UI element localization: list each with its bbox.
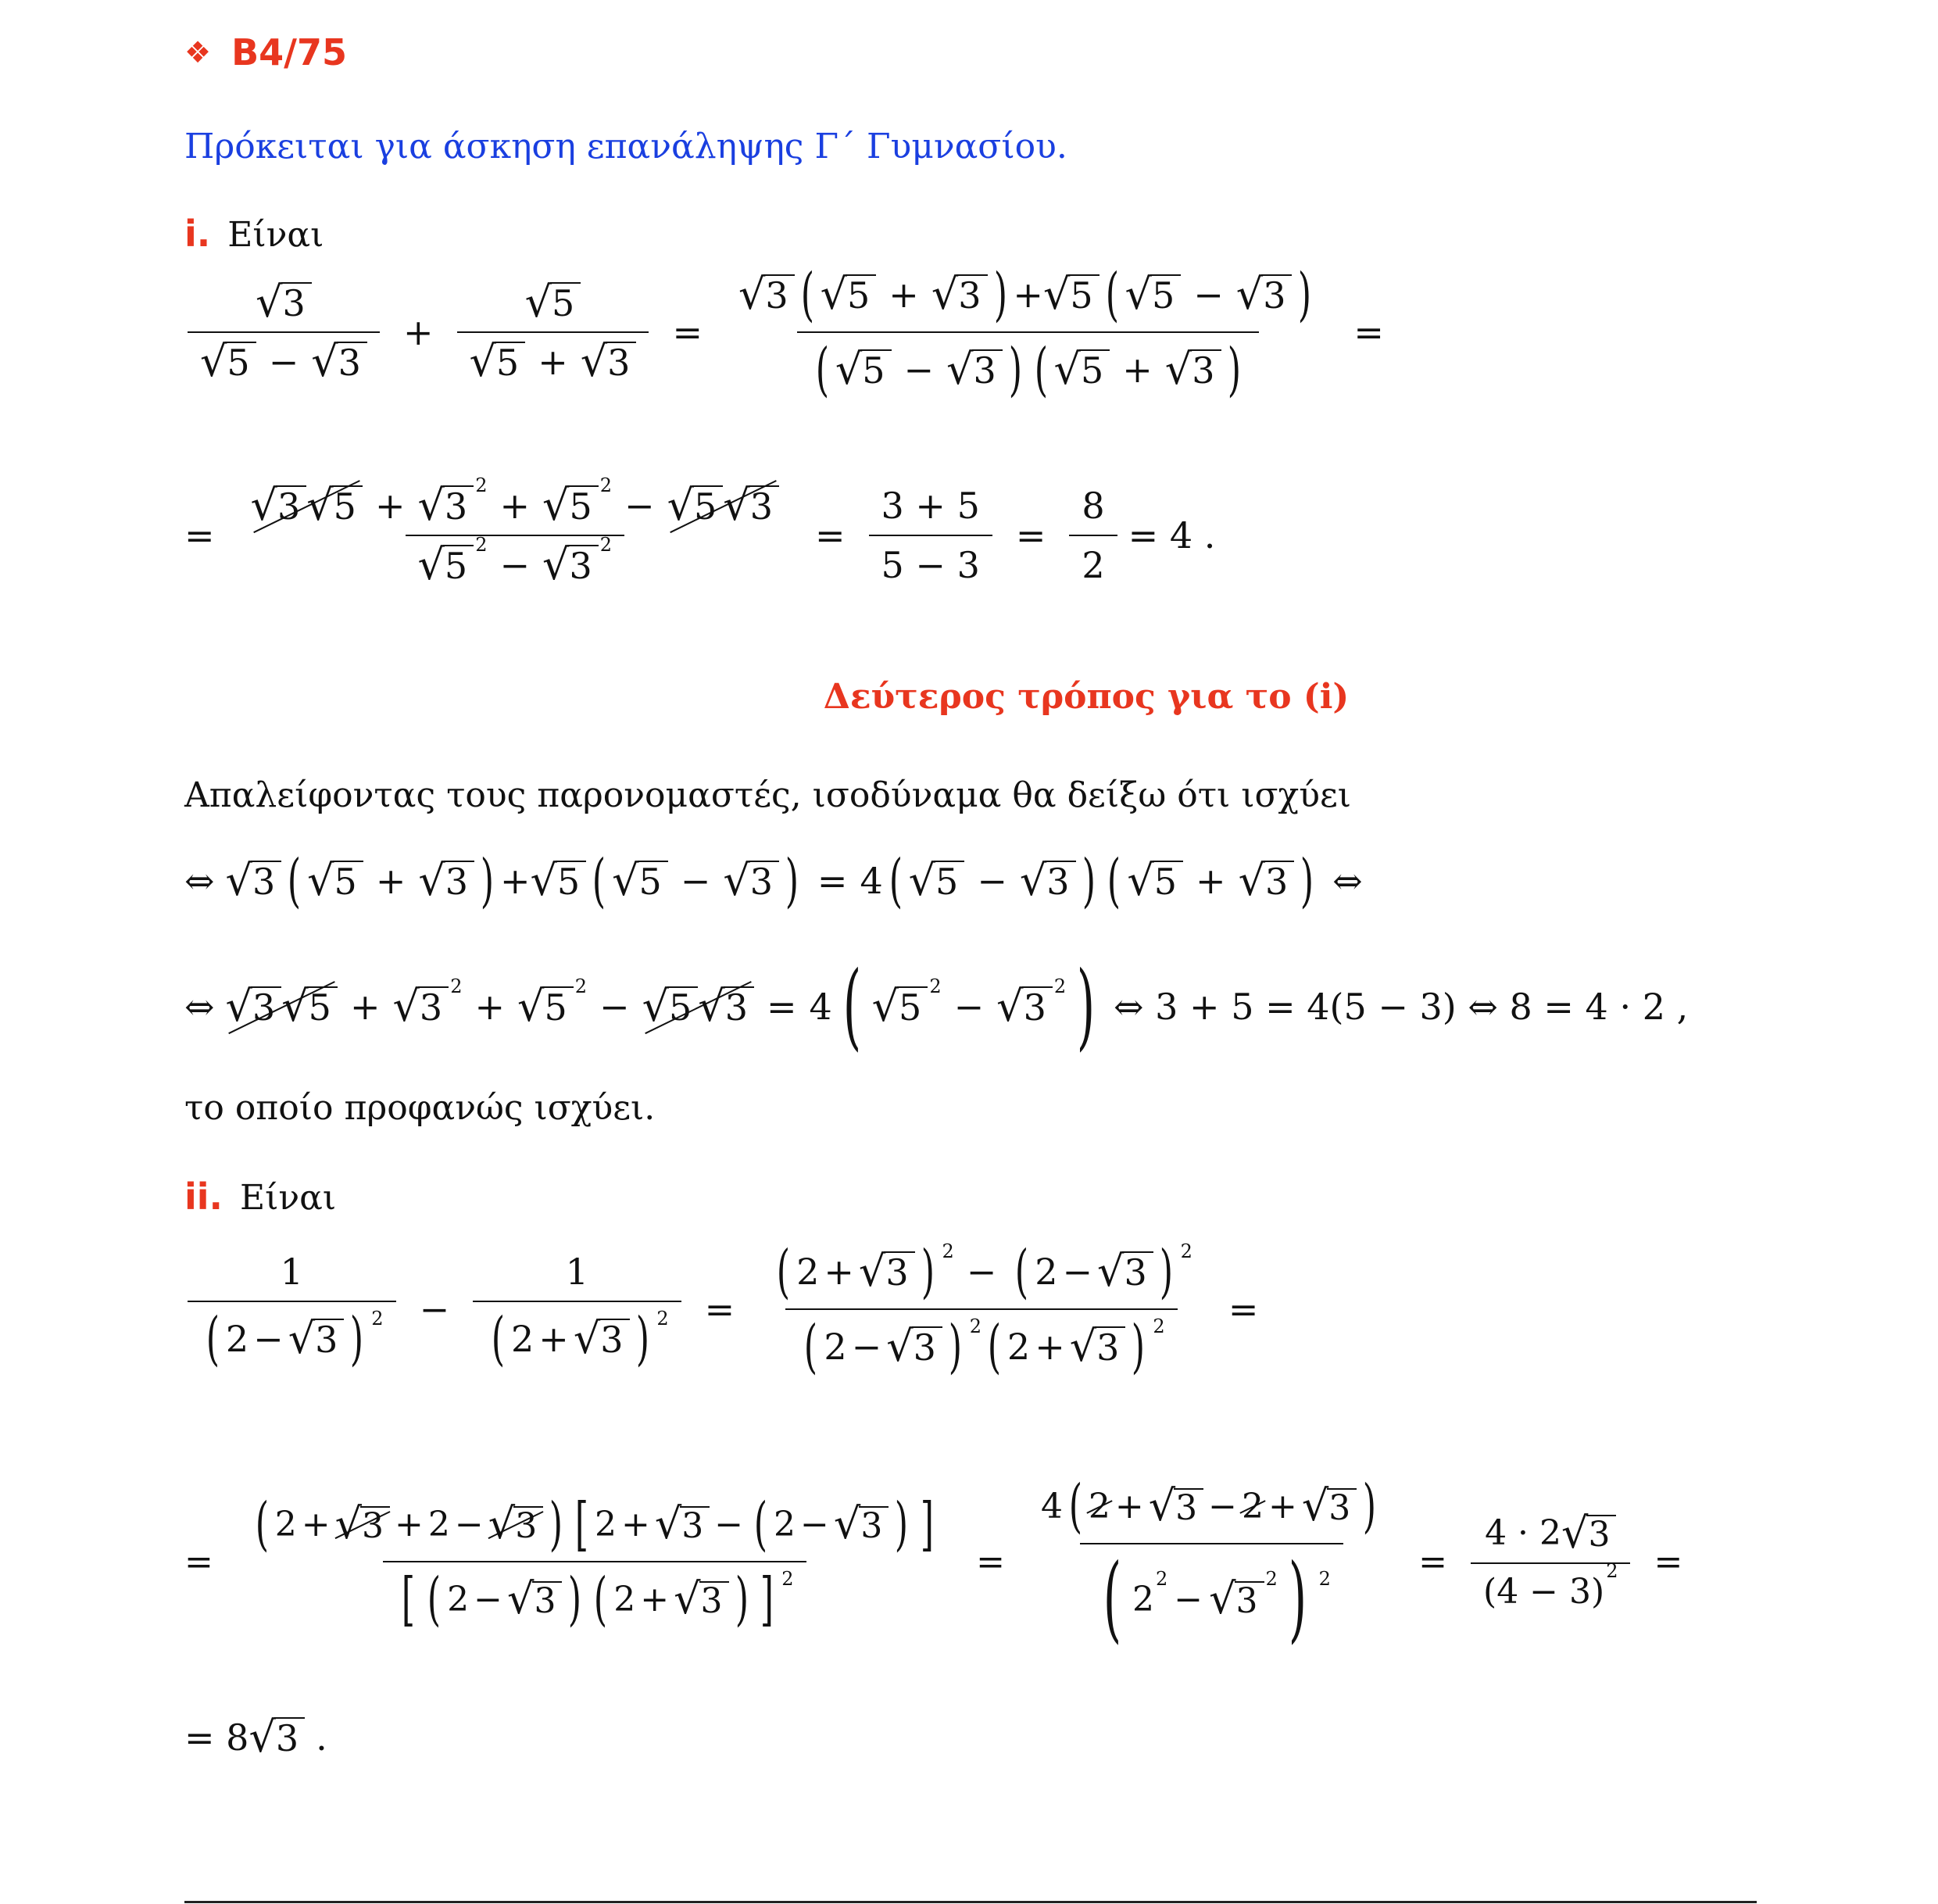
fraction: 1 ( 2 − √ 3 ) 2 xyxy=(188,1251,396,1368)
eq-ii-final: = 8 √ 3 . xyxy=(184,1713,327,1762)
eq-i-row2: = √ 3 √ 5 + √ 3 2 + √ 5 2 − √ 5 √ 3 √ 5 2 − √ 3 2 = $\frac{3 + 5}{5 - 3}$ = $\frac{8}{2}$ = 4 . xyxy=(184,474,1216,589)
fraction: ( 2 + √ 3 + 2 − √ 3 ) [ 2 + √ 3 − ( 2 − √ 3 ) ] [ ( 2 − √ 3 ) ( 2 + √ 3 ) ] 2 xyxy=(255,1491,935,1633)
section-heading xyxy=(184,31,347,73)
second-way-heading: Δεύτερος τρόπος για το (i) xyxy=(823,677,1350,717)
elimination-text: Απαλείφοντας τους παρονομαστές, ισοδύναμα θα δείξω ότι ισχύει xyxy=(184,775,1352,815)
part-ii-text: Είναι xyxy=(240,1178,337,1218)
fraction: 4 · 2 √ 3 (4 − 3) 2 xyxy=(1471,1512,1630,1612)
eq-second-way-row1: ⇔ √ 3 ( √ 5 + √ 3 ) + √ 5 ( √ 5 − √ 3 ) = 4 ( √ 5 − √ 3 ) ( √ 5 + √ 3 ) ⇔ xyxy=(184,847,1363,914)
fraction: √ 3 ( √ 5 + √ 3 ) + √ 5 ( √ 5 − √ 3 ) ( √ 5 − √ 3 ) ( √ 5 + √ 3 ) xyxy=(738,261,1312,403)
bottom-rule xyxy=(184,1901,1757,1903)
diamond-bullet-icon: ❖ xyxy=(184,35,212,70)
eq-ii-row2: = ( 2 + √ 3 + 2 − √ 3 ) [ 2 + √ 3 − ( 2 − √ 3 ) ] [ ( 2 − √ 3 ) ( 2 + √ 3 ) ] 2 = 4 ( 2 + √ 3 − 2 + √ 3 ) ( 2 2 − √ 3 2 ) 2 = 4 · 2 √ 3 (4 − 3) 2 = xyxy=(184,1473,1683,1653)
fraction: 1 ( 2 + √ 3 ) 2 xyxy=(473,1251,681,1368)
fraction: 4 ( 2 + √ 3 − 2 + √ 3 ) ( 2 2 − √ 3 2 ) 2 xyxy=(1040,1473,1377,1653)
fraction: ( 2 + √ 3 ) 2 − ( 2 − √ 3 ) 2 ( 2 − √ 3 ) 2 ( 2 + √ 3 ) 2 xyxy=(776,1238,1192,1380)
part-ii-label: ii. xyxy=(184,1176,223,1218)
fraction: √ 3 √ 5 − √ 3 xyxy=(188,281,380,383)
part-ii-heading xyxy=(184,1176,336,1218)
intro-text: Πρόκειται για άσκηση επανάληψης Γ΄ Γυμνασίου. xyxy=(184,127,1067,166)
fraction: $\frac{3 + 5}{5 - 3}$ xyxy=(869,485,992,586)
heading-title: B4/75 xyxy=(231,31,347,73)
conclusion-text: το οποίο προφανώς ισχύει. xyxy=(184,1088,656,1128)
part-i-heading xyxy=(184,213,324,255)
fraction: √ 5 √ 5 + √ 3 xyxy=(457,281,649,383)
eq-i-row1: √ 3 √ 5 − √ 3 + √ 5 √ 5 + √ 3 = √ 3 ( √ 5 + √ 3 ) + √ 5 ( √ 5 − √ 3 ) ( √ 5 − √ 3 ) ( √ 5 + √ 3 ) = xyxy=(177,266,1396,399)
part-i-text: Είναι xyxy=(227,215,324,255)
fraction: √ 3 √ 5 + √ 3 2 + √ 5 2 − √ 5 √ 3 √ 5 2 − √ 3 2 xyxy=(238,485,792,586)
part-i-label: i. xyxy=(184,213,211,255)
fraction: $\frac{8}{2}$ xyxy=(1069,485,1117,586)
eq-ii-row1: 1 ( 2 − √ 3 ) 2 − 1 ( 2 + √ 3 ) 2 = ( 2 + √ 3 ) 2 − ( 2 − √ 3 ) 2 ( 2 − √ 3 ) 2 ( 2 + √ 3 ) 2 = xyxy=(177,1243,1271,1376)
eq-second-way-row2: ⇔ √ 3 √ 5 + √ 3 2 + √ 5 2 − √ 5 √ 3 = 4 ( √ 5 2 − √ 3 2 ) ⇔ 3 + 5 = 4(5 − 3) ⇔ 8 = 4 · 2 , xyxy=(184,952,1689,1061)
